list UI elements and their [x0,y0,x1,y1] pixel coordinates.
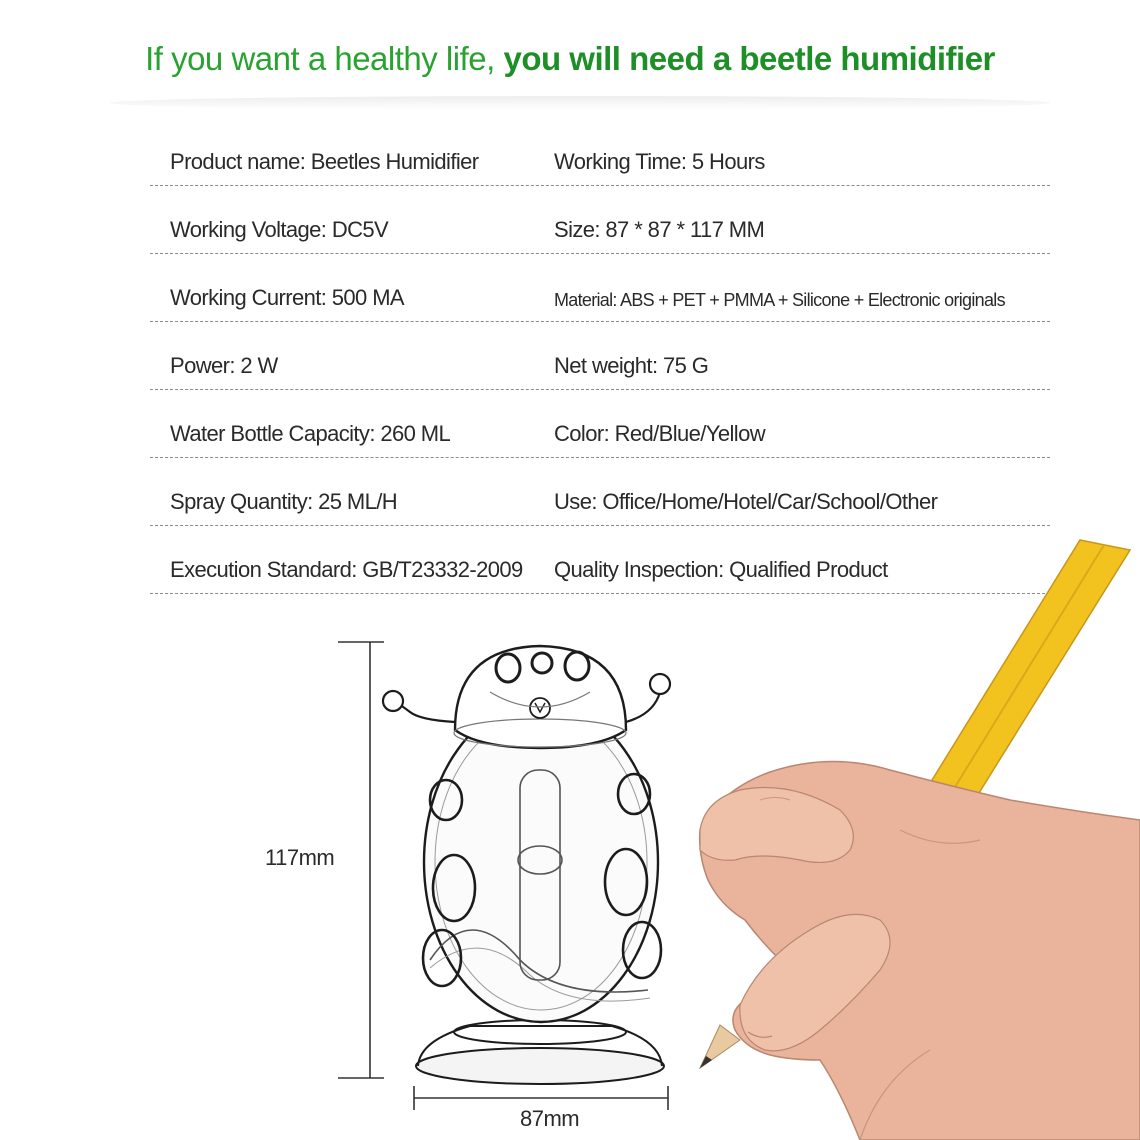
spec-material: Material: ABS + PET + PMMA + Silicone + Electronic originals [554,290,1005,310]
width-dimension-label: 87mm [520,1106,580,1131]
headline-part-1: If you want a healthy life, [145,40,495,77]
spec-product-name: Product name: Beetles Humidifier [170,149,479,174]
spec-net-weight: Net weight: 75 G [554,353,709,378]
height-dimension-label: 117mm [265,845,335,870]
height-dimension-line [338,642,384,1078]
spec-spray-quantity: Spray Quantity: 25 ML/H [170,489,398,514]
spec-working-current: Working Current: 500 MA [170,285,405,310]
spec-quality-inspection: Quality Inspection: Qualified Product [554,557,888,582]
spec-working-time: Working Time: 5 Hours [554,149,765,174]
spec-use: Use: Office/Home/Hotel/Car/School/Other [554,489,938,514]
spec-working-voltage: Working Voltage: DC5V [170,217,389,242]
spec-execution-standard: Execution Standard: GB/T23332-2009 [170,557,523,582]
spec-color: Color: Red/Blue/Yellow [554,421,766,446]
spec-size: Size: 87 * 87 * 117 MM [554,217,765,242]
beetle-humidifier-sketch [383,646,670,1084]
headline-part-2: you will need a beetle humidifier [494,40,995,77]
spec-water-capacity: Water Bottle Capacity: 260 ML [170,421,451,446]
hand-with-pencil [700,540,1140,1140]
spec-power: Power: 2 W [170,353,278,378]
